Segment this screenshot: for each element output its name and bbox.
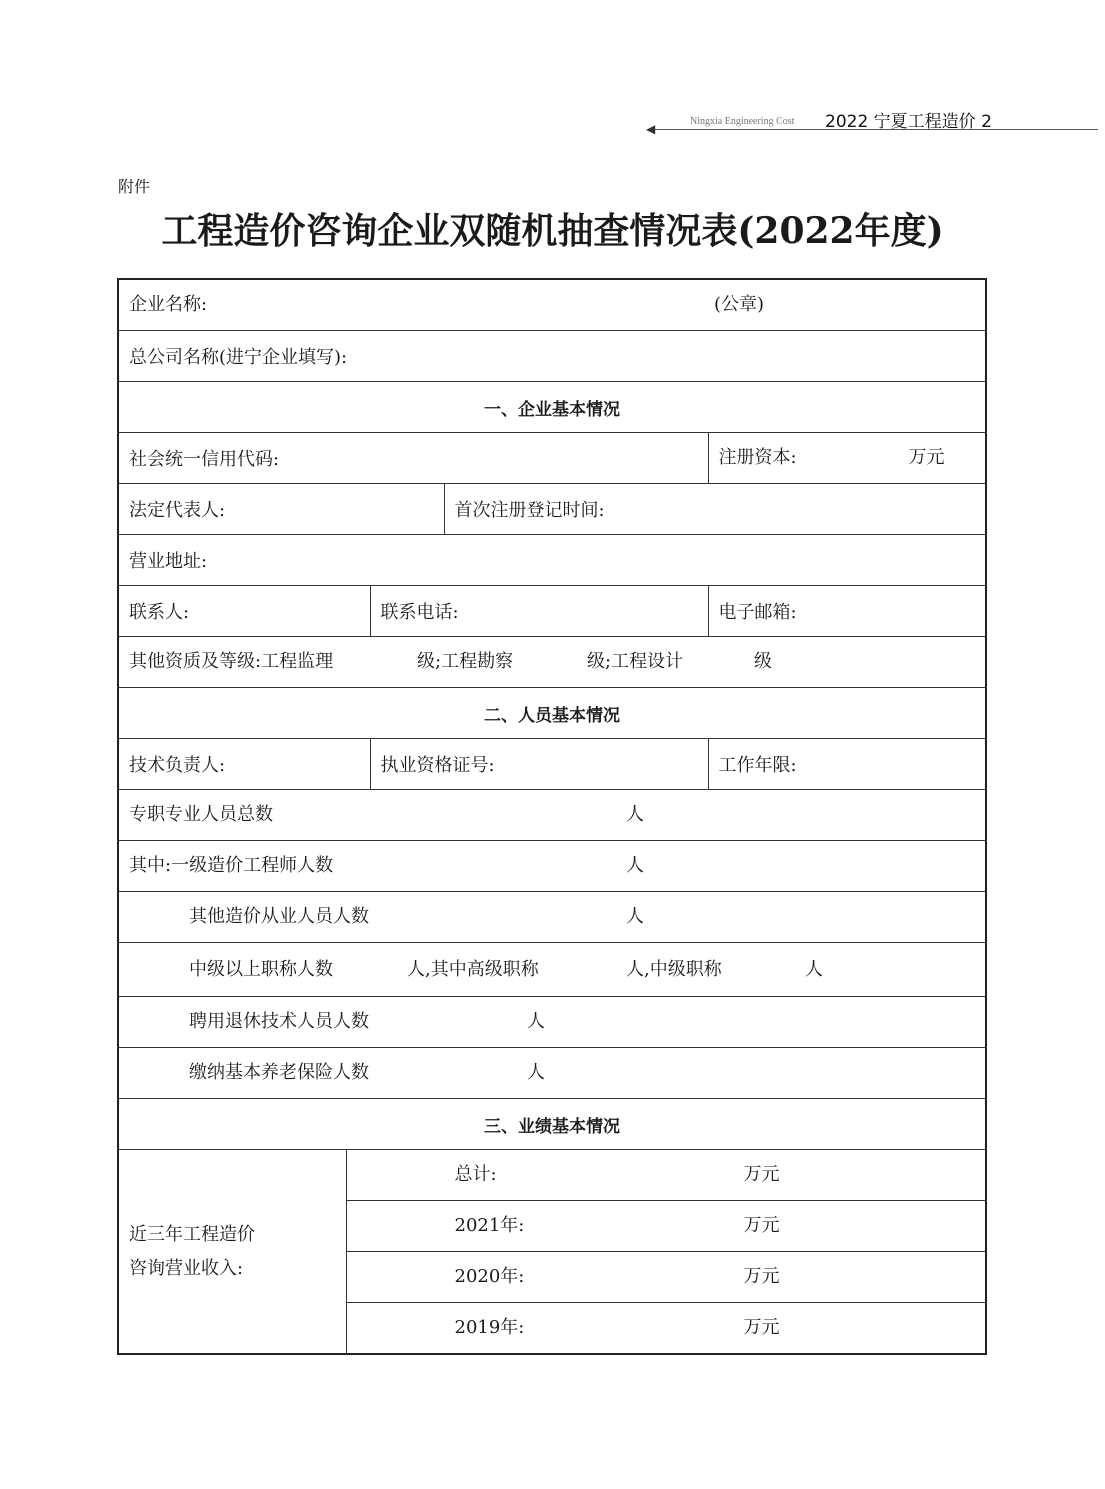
row-company-name [118, 279, 986, 331]
company-name-cell[interactable] [118, 279, 986, 331]
revenue-2020-label: 2020年: [454, 1266, 525, 1287]
revenue-2020-unit: 万元 [743, 1266, 780, 1287]
revenue-2019-label: 2019年: [454, 1317, 525, 1338]
mid-title-label-b: 人,其中高级职称 [407, 959, 539, 980]
credit-code-cell[interactable] [118, 433, 708, 484]
credit-code-label: 社会统一信用代码: [129, 449, 280, 470]
retired-staff-unit: 人 [527, 1011, 545, 1032]
business-address-label: 营业地址: [129, 551, 208, 572]
total-staff-cell[interactable] [118, 790, 986, 841]
first-class-engineers-label: 其中:一级造价工程师人数 [129, 855, 334, 876]
revenue-total-label: 总计: [454, 1164, 497, 1185]
company-name-label: 企业名称: [129, 294, 208, 315]
other-quals-label-c: 级;工程设计 [587, 651, 684, 672]
parent-company-cell[interactable] [118, 331, 986, 382]
revenue-label-cell [118, 1150, 346, 1355]
total-staff-unit: 人 [626, 804, 644, 825]
page-title: 工程造价咨询企业双随机抽查情况表(2022年度) [161, 210, 944, 252]
revenue-total-unit: 万元 [743, 1164, 780, 1185]
seal-label: (公章) [714, 294, 765, 315]
work-years-cell[interactable] [708, 739, 986, 790]
email-cell[interactable] [708, 586, 986, 637]
contact-person-cell[interactable] [118, 586, 370, 637]
other-cost-staff-cell[interactable] [118, 892, 986, 943]
first-class-engineers-unit: 人 [626, 855, 644, 876]
header-chinese: 2022 宁夏工程造价 2 [825, 112, 992, 132]
section-2-heading: 二、人员基本情况 [118, 688, 986, 739]
revenue-2021-label: 2021年: [454, 1215, 525, 1236]
contact-phone-cell[interactable] [370, 586, 708, 637]
revenue-2019-unit: 万元 [743, 1317, 780, 1338]
legal-rep-label: 法定代表人: [129, 500, 226, 521]
retired-staff-cell[interactable] [118, 997, 986, 1048]
first-reg-time-label: 首次注册登记时间: [454, 500, 605, 521]
mid-title-label-a: 中级以上职称人数 [189, 959, 333, 980]
inspection-form [117, 278, 987, 1355]
revenue-2019-cell[interactable] [346, 1303, 986, 1355]
other-cost-staff-label: 其他造价从业人员人数 [189, 906, 369, 927]
revenue-total-cell[interactable] [346, 1150, 986, 1201]
first-reg-time-cell[interactable] [444, 484, 986, 535]
tech-lead-cell[interactable] [118, 739, 370, 790]
section-1-heading: 一、企业基本情况 [118, 382, 986, 433]
total-staff-label: 专职专业人员总数 [129, 804, 273, 825]
contact-person-label: 联系人: [129, 602, 190, 623]
other-cost-staff-unit: 人 [626, 906, 644, 927]
revenue-label-line2: 咨询营业收入: [129, 1257, 244, 1279]
revenue-label-line1: 近三年工程造价 [129, 1223, 255, 1245]
business-address-cell[interactable] [118, 535, 986, 586]
revenue-2021-unit: 万元 [743, 1215, 780, 1236]
registered-capital-cell[interactable] [708, 433, 986, 484]
pension-staff-unit: 人 [527, 1062, 545, 1083]
registered-capital-label: 注册资本: [718, 447, 797, 468]
revenue-2021-cell[interactable] [346, 1201, 986, 1252]
other-quals-label-a: 其他资质及等级:工程监理 [129, 651, 334, 672]
header-english: Ningxia Engineering Cost [690, 116, 795, 127]
other-quals-label-d: 级 [754, 651, 772, 672]
pension-staff-cell[interactable] [118, 1048, 986, 1099]
mid-title-cell[interactable] [118, 943, 986, 997]
tech-lead-label: 技术负责人: [129, 755, 226, 776]
other-quals-cell[interactable] [118, 637, 986, 688]
retired-staff-label: 聘用退休技术人员人数 [189, 1011, 369, 1032]
pension-staff-label: 缴纳基本养老保险人数 [189, 1062, 369, 1083]
section-3-heading: 三、业绩基本情况 [118, 1099, 986, 1150]
legal-rep-cell[interactable] [118, 484, 444, 535]
attachment-label: 附件 [118, 177, 151, 196]
cert-no-label: 执业资格证号: [380, 755, 495, 776]
work-years-label: 工作年限: [718, 755, 797, 776]
email-label: 电子邮箱: [718, 602, 797, 623]
mid-title-label-c: 人,中级职称 [626, 959, 722, 980]
contact-phone-label: 联系电话: [380, 602, 459, 623]
revenue-2020-cell[interactable] [346, 1252, 986, 1303]
first-class-engineers-cell[interactable] [118, 841, 986, 892]
mid-title-unit: 人 [805, 959, 823, 980]
revenue-row-total [118, 1150, 986, 1201]
arrow-left-icon: ◀ [646, 122, 656, 136]
row-parent-company [118, 331, 986, 382]
cert-no-cell[interactable] [370, 739, 708, 790]
parent-company-label: 总公司名称(进宁企业填写): [129, 347, 348, 368]
capital-unit: 万元 [908, 447, 945, 468]
other-quals-label-b: 级;工程勘察 [417, 651, 514, 672]
